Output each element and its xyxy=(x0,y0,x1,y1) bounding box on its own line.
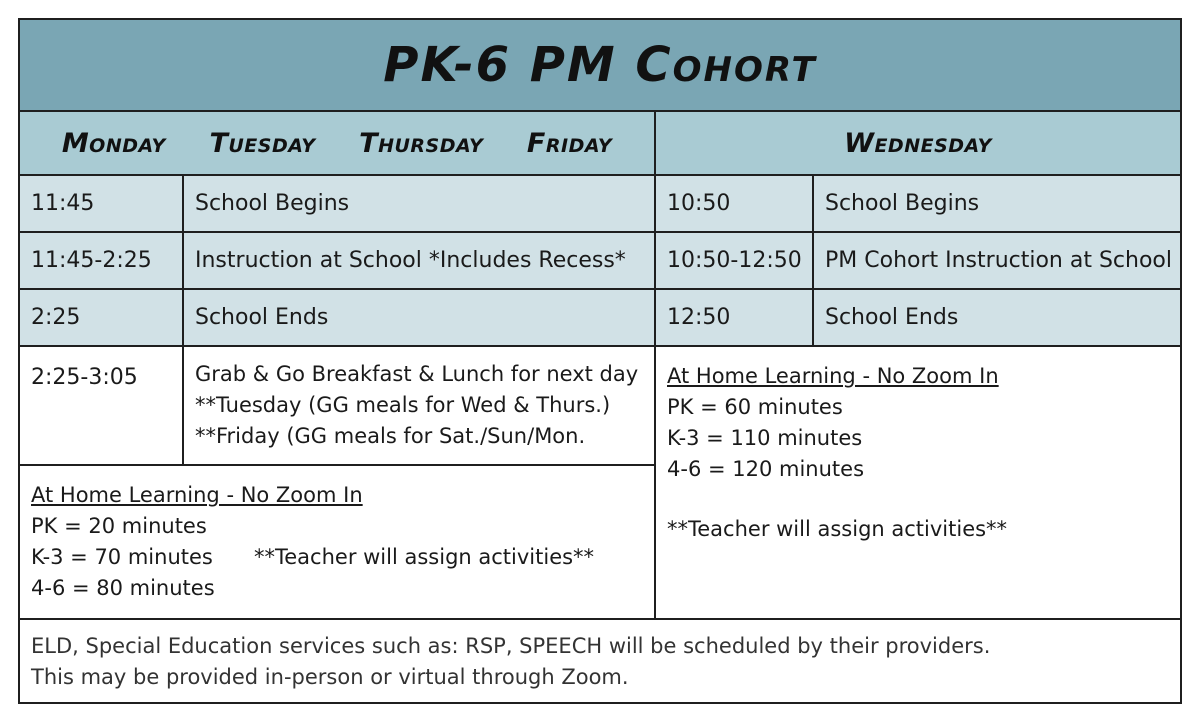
day-header-left xyxy=(20,112,656,176)
right-home-note: **Teacher will assign activities** xyxy=(667,517,1008,541)
right-home-heading: At Home Learning - No Zoom In xyxy=(667,364,999,388)
day-tuesday: Tuesday xyxy=(209,127,316,159)
schedule-table xyxy=(18,18,1182,704)
right-activity-1: School Begins xyxy=(814,176,1180,233)
left-time-4: 2:25-3:05 xyxy=(20,347,184,466)
left-time-2: 11:45-2:25 xyxy=(20,233,184,290)
left-home-46: 4-6 = 80 minutes xyxy=(31,576,215,600)
day-thursday: Thursday xyxy=(359,127,484,159)
right-time-3: 12:50 xyxy=(656,290,814,347)
left-time-1: 11:45 xyxy=(20,176,184,233)
grab-go-line: Grab & Go Breakfast & Lunch for next day xyxy=(195,362,639,386)
tuesday-note: **Tuesday (GG meals for Wed & Thurs.) xyxy=(195,393,611,417)
day-header-right xyxy=(656,112,1180,176)
footer-line-1: ELD, Special Education services such as: RSP, SPEECH will be scheduled by their providers. xyxy=(31,634,991,658)
day-wednesday: Wednesday xyxy=(844,127,992,159)
left-time-3: 2:25 xyxy=(20,290,184,347)
left-home-heading: At Home Learning - No Zoom In xyxy=(31,483,363,507)
right-activity-2: PM Cohort Instruction at School xyxy=(814,233,1180,290)
left-home-pk: PK = 20 minutes xyxy=(31,514,207,538)
right-time-2: 10:50-12:50 xyxy=(656,233,814,290)
left-activity-3: School Ends xyxy=(184,290,656,347)
right-activity-3: School Ends xyxy=(814,290,1180,347)
right-time-1: 10:50 xyxy=(656,176,814,233)
friday-note: **Friday (GG meals for Sat./Sun/Mon. xyxy=(195,424,586,448)
left-home-note: **Teacher will assign activities** xyxy=(254,545,595,569)
right-home-learning xyxy=(656,347,1180,620)
left-activity-2: Instruction at School *Includes Recess* xyxy=(184,233,656,290)
page-title: PK-6 PM Cohort xyxy=(383,37,817,93)
right-home-46: 4-6 = 120 minutes xyxy=(667,457,865,481)
right-home-k3: K-3 = 110 minutes xyxy=(667,426,863,450)
title-banner xyxy=(20,20,1180,112)
left-home-learning xyxy=(20,466,656,620)
day-monday: Monday xyxy=(61,127,166,159)
left-home-k3: K-3 = 70 minutes xyxy=(31,545,213,569)
left-activity-1: School Begins xyxy=(184,176,656,233)
day-friday: Friday xyxy=(526,127,613,159)
right-home-pk: PK = 60 minutes xyxy=(667,395,843,419)
left-activity-4 xyxy=(184,347,656,466)
footer-line-2: This may be provided in-person or virtual through Zoom. xyxy=(31,665,629,689)
footer-note xyxy=(20,620,1180,702)
